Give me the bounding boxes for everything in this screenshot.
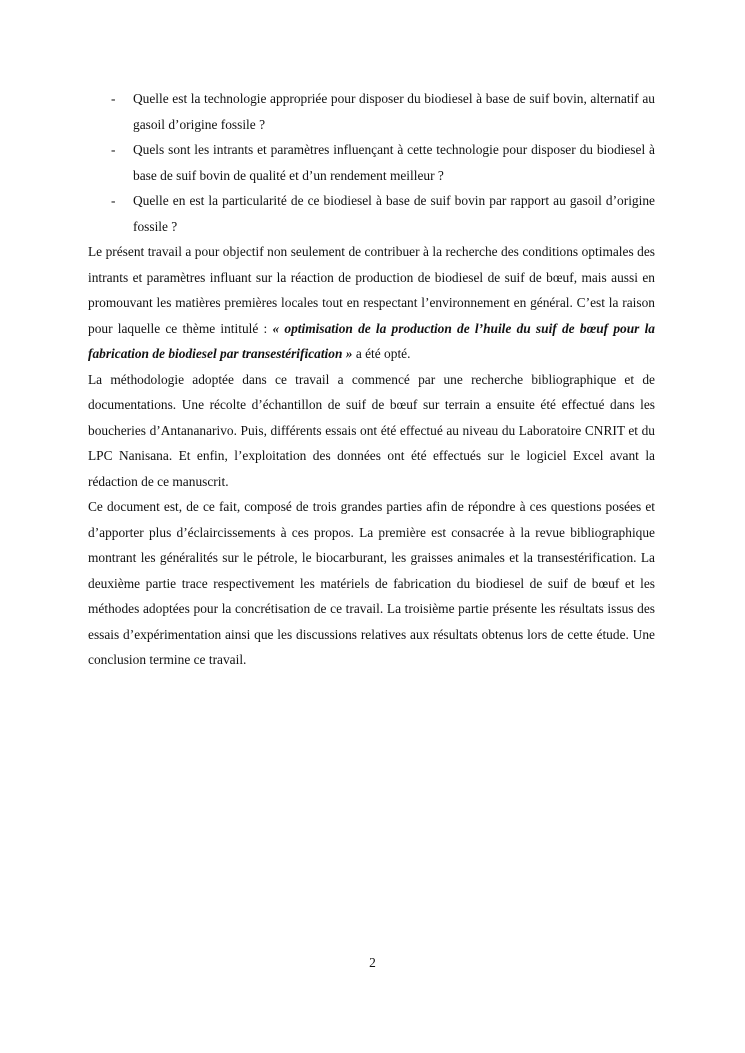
list-bullet-dash: -: [111, 142, 116, 157]
thesis-title-emphasis: « optimisation de la production de l’huile du suif de bœuf pour la fabrication de biodiesel par transestérification »: [88, 320, 655, 361]
list-item: [88, 137, 655, 188]
objective-text-end: a été opté.: [352, 346, 411, 361]
structure-paragraph: Ce document est, de ce fait, composé de trois grandes parties afin de répondre à ces questions posées et d’apporter plus d’éclaircissements à ces propos. La première est consacrée à la revue bibliographique montrant les généralités sur le pétrole, le biocarburant, les graisses animales et la transestérification. La deuxième partie trace respectivement les matériels de fabrication du biodiesel de suif de bœuf et les méthodes adoptées pour la concrétisation de ce travail. La troisième partie présente les résultats issus des essais d’expérimentation ainsi que les discussions relatives aux résultats obtenus lors de cette étude. Une conclusion termine ce travail.: [88, 499, 655, 667]
page-body: [88, 86, 655, 673]
objective-paragraph: [88, 239, 655, 367]
list-item: [88, 188, 655, 239]
question-text: Quelle est la technologie appropriée pour disposer du biodiesel à base de suif bovin, alternatif au gasoil d’origine fossile ?: [133, 91, 655, 132]
methodology-paragraph: La méthodologie adoptée dans ce travail a commencé par une recherche bibliographique et de documentations. Une récolte d’échantillon de suif de bœuf sur terrain a ensuite été effectué dans les boucheries d’Antananarivo. Puis, différents essais ont été effectué au niveau du Laboratoire CNRIT et du LPC Nanisana. Et enfin, l’exploitation des données ont été effectués sur le logiciel Excel avant la rédaction de ce manuscrit.: [88, 371, 655, 489]
research-questions-list: [88, 86, 655, 239]
objective-text-start: Le présent travail a pour objectif non seulement de contribuer à la recherche des conditions optimales des intrants et paramètres influant sur la réaction de production de biodiesel de suif de bœuf, mais aussi en promouvant les matières premières locales tout en respectant l’environnement en général. C’est la raison pour laquelle ce thème intitulé :: [88, 244, 655, 336]
question-text: Quelle en est la particularité de ce biodiesel à base de suif bovin par rapport au gasoil d’origine fossile ?: [133, 193, 655, 234]
list-bullet-dash: -: [111, 193, 116, 208]
list-bullet-dash: -: [111, 91, 116, 106]
question-text: Quels sont les intrants et paramètres influençant à cette technologie pour disposer du biodiesel à base de suif bovin de qualité et d’un rendement meilleur ?: [133, 142, 655, 183]
list-item: [88, 86, 655, 137]
page-number: 2: [369, 955, 376, 970]
